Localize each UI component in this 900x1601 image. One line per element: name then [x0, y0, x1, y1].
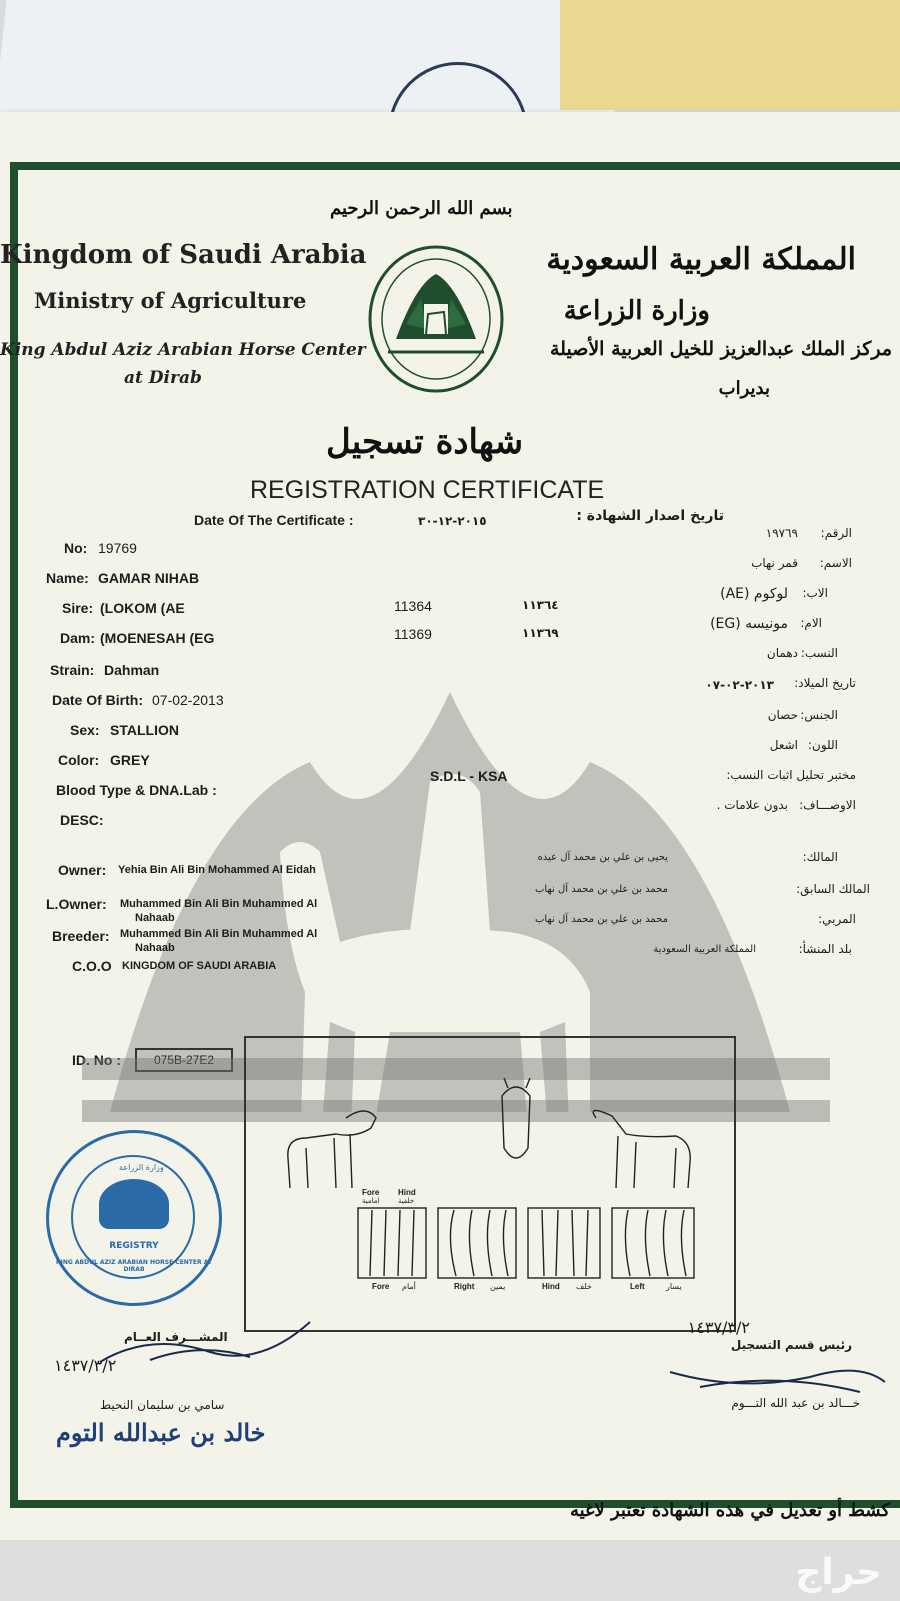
strain-label: Strain: — [50, 662, 95, 678]
name-label: Name: — [46, 570, 89, 586]
no-label-ar: الرقم: — [820, 526, 852, 540]
id-value: 075B-27E2 — [135, 1048, 233, 1072]
color-label-ar: اللون: — [807, 738, 838, 752]
background-folder — [560, 0, 900, 110]
header-ar-dirab: بديراب — [718, 378, 770, 399]
right-sign-name: خـــالد بن عبد الله التـــوم — [731, 1396, 860, 1410]
hind-label: Hind — [398, 1188, 416, 1197]
markings-diagram-box — [244, 1036, 736, 1332]
header-ar-kingdom: المملكة العربية السعودية — [546, 242, 856, 277]
right-signature-icon — [660, 1342, 890, 1402]
title-ar: شهادة تسجيل — [326, 422, 524, 462]
left-sign-name-small: سامي بن سليمان النحيط — [100, 1398, 225, 1412]
date-label-ar: تاريخ اصدار الشهادة : — [576, 508, 724, 524]
breeder-label: Breeder: — [52, 928, 110, 944]
coo-label: C.O.O — [72, 958, 112, 974]
leg-label-ar: يمين — [490, 1282, 506, 1291]
blood-label: Blood Type & DNA.Lab : — [56, 782, 217, 798]
dam-label-ar: الام: — [800, 616, 822, 630]
sex-label-ar: الجنس: — [800, 708, 838, 722]
haraj-watermark-logo: حراج — [795, 1552, 882, 1593]
lowner-label-ar: المالك السابق: — [796, 882, 870, 896]
header-en-dirab: at Dirab — [124, 368, 202, 388]
leg-label-ar: أمام — [402, 1282, 416, 1291]
sire-id: 11364 — [394, 598, 432, 614]
desc-value-ar: بدون علامات . — [716, 798, 788, 812]
dam-id: 11369 — [394, 626, 432, 642]
coo-label-ar: بلد المنشأ: — [798, 942, 852, 956]
fore-label-ar: امامية — [362, 1197, 380, 1205]
stamp-center-text: REGISTRY — [109, 1241, 159, 1251]
ministry-logo-icon — [366, 244, 506, 394]
desc-label-ar: الاوصـــاف: — [799, 798, 856, 812]
desc-label: DESC: — [60, 812, 104, 828]
right-sign-date: ١٤٣٧/٣/٢ — [687, 1318, 750, 1337]
left-sign-date: ١٤٣٧/٣/٢ — [54, 1356, 117, 1375]
blood-value: S.D.L - KSA — [430, 768, 508, 784]
dam-id-ar: ١١٣٦٩ — [522, 626, 559, 640]
left-sign-title: المشـــرف العــام — [124, 1330, 228, 1344]
sex-value: STALLION — [110, 722, 179, 738]
registry-stamp-icon — [46, 1130, 222, 1306]
sex-value-ar: حصان — [767, 708, 798, 722]
lowner-value-line1: Muhammed Bin Ali Bin Muhammed Al — [120, 898, 318, 910]
sex-label: Sex: — [70, 722, 100, 738]
date-value: ٢٠١٥-١٢-٣٠ — [418, 514, 487, 528]
stamp-ring-ar: وزارة الزراعة — [119, 1163, 164, 1172]
hind-label-ar: خلفية — [398, 1197, 415, 1205]
dam-value-ar: مونيسه (EG) — [710, 616, 788, 632]
stamp-ring-text: KING ABDUL AZIZ ARABIAN HORSE CENTER AT DIRAB — [56, 1259, 212, 1273]
color-label: Color: — [58, 752, 100, 768]
certificate — [0, 112, 900, 1547]
leg-label-ar: خلف — [576, 1282, 592, 1291]
dob-value: 07-02-2013 — [152, 692, 224, 708]
header-ar-center: مركز الملك عبدالعزيز للخيل العربية الأصيلة — [550, 338, 892, 360]
dam-value: (MOENESAH (EG — [100, 630, 215, 646]
date-label-en: Date Of The Certificate : — [194, 512, 354, 528]
name-value-ar: قمر نهاب — [751, 556, 798, 570]
id-label: ID. No : — [72, 1052, 121, 1068]
breeder-value-line2: Nahaab — [135, 942, 175, 954]
sire-value-ar: لوكوم (AE) — [720, 586, 788, 602]
lowner-value-ar: محمد بن علي بن محمد آل نهاب — [534, 884, 668, 895]
title-en: REGISTRATION CERTIFICATE — [250, 476, 605, 504]
owner-label-ar: المالك: — [802, 850, 838, 864]
fore-label: Fore — [362, 1188, 380, 1197]
strain-value-ar: دهمان — [766, 646, 798, 660]
name-value: GAMAR NIHAB — [98, 570, 200, 586]
name-label-ar: الاسم: — [819, 556, 852, 570]
breeder-label-ar: المربي: — [818, 912, 856, 926]
color-value: GREY — [110, 752, 150, 768]
coo-value: KINGDOM OF SAUDI ARABIA — [122, 960, 277, 972]
background-document — [0, 0, 627, 125]
strain-label-ar: النسب: — [800, 646, 838, 660]
leg-label: Hind — [542, 1282, 560, 1291]
footer-warning: كشط أو تعديل في هذه الشهادة تعتبر لاغيه — [569, 1500, 890, 1521]
dam-label: Dam: — [60, 630, 96, 646]
no-label: No: — [64, 540, 88, 556]
dob-value-ar: ٢٠١٣-٠٢-٠٧ — [705, 678, 774, 692]
color-value-ar: اشعل — [769, 738, 798, 752]
sire-id-ar: ١١٣٦٤ — [522, 598, 559, 612]
lowner-value-line2: Nahaab — [135, 912, 175, 924]
dob-label-ar: تاريخ الميلاد: — [794, 676, 856, 690]
header-ar-ministry: وزارة الزراعة — [563, 296, 710, 326]
left-signature-icon — [90, 1312, 320, 1372]
lowner-label: L.Owner: — [46, 896, 107, 912]
leg-label: Left — [630, 1282, 645, 1291]
leg-label-ar: يسار — [666, 1282, 682, 1291]
owner-value-ar: يحيى بن علي بن محمد آل عيده — [537, 852, 668, 863]
stamp-emblem — [99, 1179, 169, 1229]
header-en-center: King Abdul Aziz Arabian Horse Center — [0, 340, 366, 360]
breeder-value-ar: محمد بن علي بن محمد آل نهاب — [534, 914, 668, 925]
sire-label-ar: الاب: — [802, 586, 828, 600]
no-value: 19769 — [98, 540, 137, 556]
no-value-ar: ١٩٧٦٩ — [765, 526, 798, 540]
owner-value: Yehia Bin Ali Bin Mohammed Al Eidah — [118, 864, 316, 876]
owner-label: Owner: — [58, 862, 107, 878]
left-sign-name-big: خالد بن عبدالله التوم — [56, 1418, 266, 1447]
header-en-ministry: Ministry of Agriculture — [34, 288, 307, 313]
leg-label: Right — [454, 1282, 475, 1291]
header-en-kingdom: Kingdom of Saudi Arabia — [0, 240, 367, 270]
strain-value: Dahman — [104, 662, 160, 678]
dob-label: Date Of Birth: — [52, 692, 143, 708]
basmala: بسم الله الرحمن الرحيم — [330, 198, 513, 219]
right-sign-title: رئيس قسم التسجيل — [730, 1338, 852, 1352]
sire-label: Sire: — [62, 600, 94, 616]
blood-label-ar: مختبر تحليل اثبات النسب: — [726, 768, 856, 782]
coo-value-ar: المملكة العربية السعودية — [653, 944, 756, 955]
leg-label: Fore — [372, 1282, 390, 1291]
bottom-paper — [0, 1540, 900, 1601]
sire-value: (LOKOM (AE — [100, 600, 185, 616]
breeder-value-line1: Muhammed Bin Ali Bin Muhammed Al — [120, 928, 318, 940]
